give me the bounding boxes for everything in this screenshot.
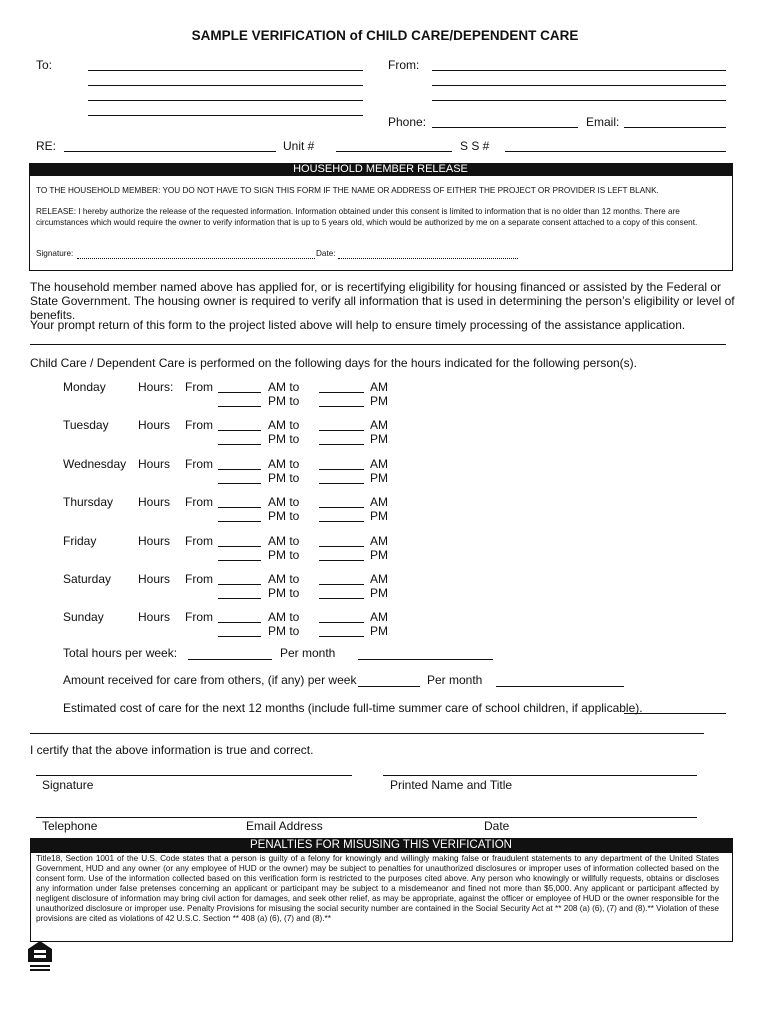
from-am-field[interactable]: [218, 546, 261, 547]
unit-label: Unit #: [283, 139, 315, 153]
pm-to-label: PM to: [268, 548, 300, 562]
am-to-label: AM to: [268, 457, 300, 471]
to-pm-field[interactable]: [319, 444, 364, 445]
to-line-4[interactable]: [88, 115, 363, 116]
to-pm-field[interactable]: [319, 483, 364, 484]
hours-label: Hours: [138, 418, 171, 432]
from-label: From: [185, 572, 213, 586]
signature-label: Signature: [42, 778, 94, 792]
from-am-field[interactable]: [218, 392, 261, 393]
from-pm-field[interactable]: [218, 444, 261, 445]
hours-label: Hours: [138, 457, 171, 471]
to-pm-field[interactable]: [319, 406, 364, 407]
hours-label: Hours: [138, 610, 171, 624]
am-label: AM: [370, 610, 388, 624]
to-am-field[interactable]: [319, 622, 364, 623]
from-line-3[interactable]: [432, 100, 726, 101]
intro-paragraph-2: Your prompt return of this form to the project listed above will help to ensure timely processing of the assistance application.: [30, 318, 686, 332]
release-signature-label: Signature:: [36, 249, 74, 258]
pm-to-label: PM to: [268, 624, 300, 638]
to-am-field[interactable]: [319, 546, 364, 547]
am-label: AM: [370, 534, 388, 548]
day-label: Tuesday: [63, 418, 109, 432]
am-to-label: AM to: [268, 534, 300, 548]
release-text: RELEASE: I hereby authorize the release of the requested information. Information obtained under this consent is limited to information that is no older than 12 months. There are circumstances which would require the owner to verify information that is up to 5 years old, which would be authorized by me on a separate consent attached to a copy of this consent.: [36, 207, 698, 227]
from-am-field[interactable]: [218, 584, 261, 585]
hours-label: Hours: [138, 534, 171, 548]
day-label: Friday: [63, 534, 97, 548]
pm-label: PM: [370, 624, 388, 638]
total-hours-label: Total hours per week:: [63, 646, 178, 660]
from-am-field[interactable]: [218, 622, 261, 623]
contact-line[interactable]: [36, 817, 697, 818]
to-pm-field[interactable]: [319, 560, 364, 561]
hours-label: Hours:: [138, 380, 174, 394]
amount-per-week-field[interactable]: [358, 686, 420, 687]
from-label: From: [185, 610, 213, 624]
telephone-label: Telephone: [42, 819, 98, 833]
am-to-label: AM to: [268, 610, 300, 624]
penalties-heading: PENALTIES FOR MISUSING THIS VERIFICATION: [30, 838, 732, 853]
divider-2: [30, 733, 704, 734]
pm-to-label: PM to: [268, 586, 300, 600]
amount-per-month-field[interactable]: [496, 686, 624, 687]
pm-to-label: PM to: [268, 432, 300, 446]
from-line-2[interactable]: [432, 85, 726, 86]
pm-label: PM: [370, 548, 388, 562]
to-am-field[interactable]: [319, 584, 364, 585]
to-pm-field[interactable]: [319, 636, 364, 637]
unit-field[interactable]: [336, 151, 452, 152]
pm-to-label: PM to: [268, 394, 300, 408]
from-line-1[interactable]: [432, 70, 726, 71]
release-signature-field[interactable]: [77, 258, 315, 259]
amount-per-month-label: Per month: [427, 673, 483, 687]
email-field[interactable]: [624, 127, 726, 128]
email-label: Email:: [586, 115, 620, 129]
phone-label: Phone:: [388, 115, 427, 129]
from-label: From: [185, 495, 213, 509]
am-label: AM: [370, 572, 388, 586]
from-label: From: [185, 457, 213, 471]
signature-field[interactable]: [36, 775, 352, 776]
to-am-field[interactable]: [319, 507, 364, 508]
release-date-field[interactable]: [338, 258, 518, 259]
total-hours-field[interactable]: [188, 659, 272, 660]
phone-field[interactable]: [432, 127, 578, 128]
release-notice: TO THE HOUSEHOLD MEMBER: YOU DO NOT HAVE TO SIGN THIS FORM IF THE NAME OR ADDRESS OF EITHER THE PROJECT OR PROVIDER IS LEFT BLANK.: [36, 186, 659, 195]
to-line-3[interactable]: [88, 100, 363, 101]
am-to-label: AM to: [268, 418, 300, 432]
to-pm-field[interactable]: [319, 521, 364, 522]
intro-paragraph-1: The household member named above has applied for, or is recertifying eligibility for housing financed or assisted by the Federal or State Government. The housing owner is required to verify all information that is used in determining the person’s eligibility or level of benefits.: [30, 280, 735, 322]
release-heading: HOUSEHOLD MEMBER RELEASE: [29, 163, 732, 176]
certify-statement: I certify that the above information is true and correct.: [30, 743, 314, 757]
am-to-label: AM to: [268, 572, 300, 586]
from-pm-field[interactable]: [218, 636, 261, 637]
from-pm-field[interactable]: [218, 521, 261, 522]
pm-to-label: PM to: [268, 471, 300, 485]
to-am-field[interactable]: [319, 430, 364, 431]
from-pm-field[interactable]: [218, 598, 261, 599]
pm-label: PM: [370, 586, 388, 600]
am-label: AM: [370, 380, 388, 394]
total-per-month-label: Per month: [280, 646, 336, 660]
from-am-field[interactable]: [218, 507, 261, 508]
divider-1: [30, 344, 726, 345]
from-label: From: [185, 380, 213, 394]
re-label: RE:: [36, 139, 57, 153]
to-line-1[interactable]: [88, 70, 363, 71]
am-label: AM: [370, 495, 388, 509]
day-label: Saturday: [63, 572, 112, 586]
estimated-cost-field[interactable]: [624, 713, 726, 714]
equal-housing-opportunity-icon: [27, 940, 53, 974]
pm-to-label: PM to: [268, 509, 300, 523]
to-pm-field[interactable]: [319, 598, 364, 599]
am-to-label: AM to: [268, 380, 300, 394]
ss-label: S S #: [460, 139, 490, 153]
printed-name-field[interactable]: [383, 775, 697, 776]
am-label: AM: [370, 457, 388, 471]
hours-label: Hours: [138, 495, 171, 509]
day-label: Sunday: [63, 610, 104, 624]
from-pm-field[interactable]: [218, 406, 261, 407]
total-per-month-field[interactable]: [358, 659, 493, 660]
pm-label: PM: [370, 432, 388, 446]
printed-name-label: Printed Name and Title: [390, 778, 513, 792]
schedule-intro: Child Care / Dependent Care is performed on the following days for the hours indicated for the following person(s).: [30, 356, 637, 370]
am-label: AM: [370, 418, 388, 432]
to-am-field[interactable]: [319, 392, 364, 393]
from-am-field[interactable]: [218, 430, 261, 431]
penalties-text: Title18, Section 1001 of the U.S. Code states that a person is guilty of a felony for knowingly and willingly making false or fraudulent statements to any department of the United States Government, HUD and any owner (or any employee of HUD or the owner) may be subject to penalties for unauthorized disclosures or improper uses of information collected based on the consent form. Use of the information collected based on this verification form is restricted to the purposes cited above. Any person who knowingly or willfully requests, obtains or discloses any information under false pretenses concerning an applicant or participant may be subject to a misdemeanor and fined not more than $5,000. Any applicant or participant affected by negligent disclosure of information may bring civil action for damages, and seek other relief, as may be appropriate, against the officer or employee of HUD or the owner responsible for the unauthorized disclosure or improper use. Penalty Provisions for misusing the social security number are contained in the Social Security Act at ** 208 (a) (6), (7) and (8).** Violation of these provisions are cited as violations of 42 U.S.C. Section ** 408 (a) (6), (7) and (8).**: [36, 854, 719, 923]
from-pm-field[interactable]: [218, 560, 261, 561]
from-label: From: [185, 418, 213, 432]
am-to-label: AM to: [268, 495, 300, 509]
estimated-cost-label: Estimated cost of care for the next 12 months (include full-time summer care of school children, if applicable).: [63, 701, 643, 715]
pm-label: PM: [370, 471, 388, 485]
day-label: Wednesday: [63, 457, 127, 471]
from-label: From:: [388, 58, 420, 72]
ss-field[interactable]: [505, 151, 726, 152]
release-date-label: Date:: [316, 249, 336, 258]
from-am-field[interactable]: [218, 469, 261, 470]
from-pm-field[interactable]: [218, 483, 261, 484]
re-field[interactable]: [64, 151, 276, 152]
amount-received-label: Amount received for care from others, (if any) per week: [63, 673, 357, 687]
to-label: To:: [36, 58, 53, 72]
to-line-2[interactable]: [88, 85, 363, 86]
hours-label: Hours: [138, 572, 171, 586]
date-label: Date: [484, 819, 510, 833]
pm-label: PM: [370, 509, 388, 523]
from-label: From: [185, 534, 213, 548]
day-label: Thursday: [63, 495, 114, 509]
to-am-field[interactable]: [319, 469, 364, 470]
page-title: SAMPLE VERIFICATION of CHILD CARE/DEPENDENT CARE: [191, 28, 579, 43]
day-label: Monday: [63, 380, 106, 394]
email-address-label: Email Address: [246, 819, 323, 833]
pm-label: PM: [370, 394, 388, 408]
